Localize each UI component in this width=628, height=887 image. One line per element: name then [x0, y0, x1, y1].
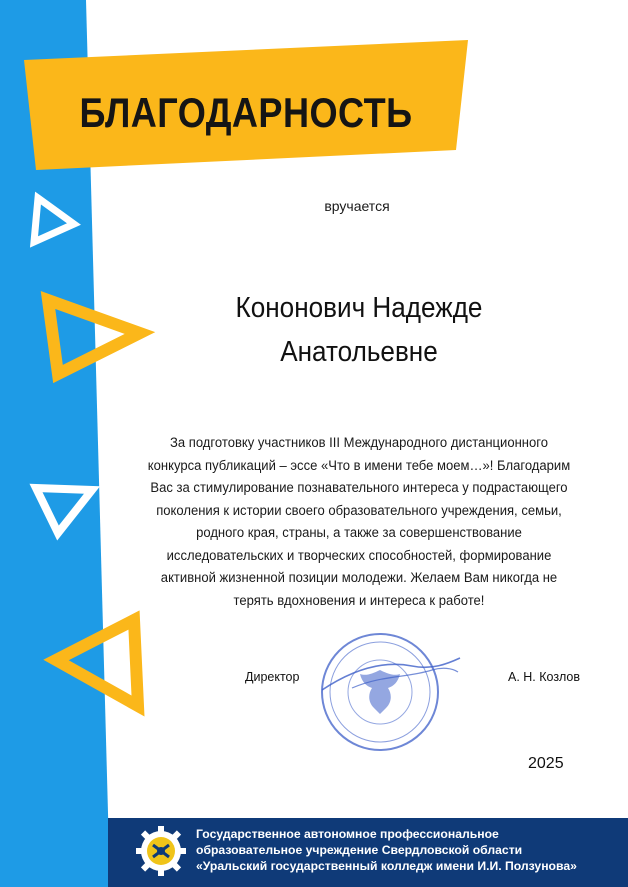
body-line: терять вдохновения и интереса к работе!	[233, 592, 485, 609]
body-line: За подготовку участников III Международного дистанционного	[169, 435, 549, 451]
body-line: Вас за стимулирование познавательного интереса у подрастающего	[150, 480, 568, 496]
recipient-line: Кононович Надежде	[235, 292, 483, 324]
signature-role: Директор	[245, 670, 300, 684]
subtitle: вручается	[324, 198, 390, 214]
body-line: конкурса публикаций – эссе «Что в имени тебе моем…»! Благодарим	[147, 457, 571, 474]
certificate-title: БЛАГОДАРНОСТЬ	[79, 89, 413, 136]
body-line: родного края, страны, а также за совершенствование	[196, 525, 522, 541]
footer-line: образовательное учреждение Свердловской области	[196, 843, 523, 857]
certificate-year: 2025	[528, 755, 564, 772]
footer-institution	[196, 826, 620, 874]
recipient-line: Анатольевне	[280, 336, 438, 368]
signature-name: А. Н. Козлов	[508, 670, 580, 684]
college-logo-icon	[136, 826, 186, 876]
recipient-name	[171, 286, 547, 374]
body-text	[139, 432, 579, 612]
footer-line: «Уральский государственный колледж имени И.И. Ползунова»	[196, 859, 577, 873]
body-line: исследовательских и творческих способностей, формирование	[166, 547, 552, 564]
official-stamp-icon	[312, 630, 462, 755]
body-line: активной жизненной позиции молодежи. Желаем Вам никогда не	[160, 570, 558, 586]
footer-line: Государственное автономное профессиональное	[196, 827, 499, 841]
body-line: поколения к истории своего образовательного учреждения, семьи,	[156, 502, 562, 519]
